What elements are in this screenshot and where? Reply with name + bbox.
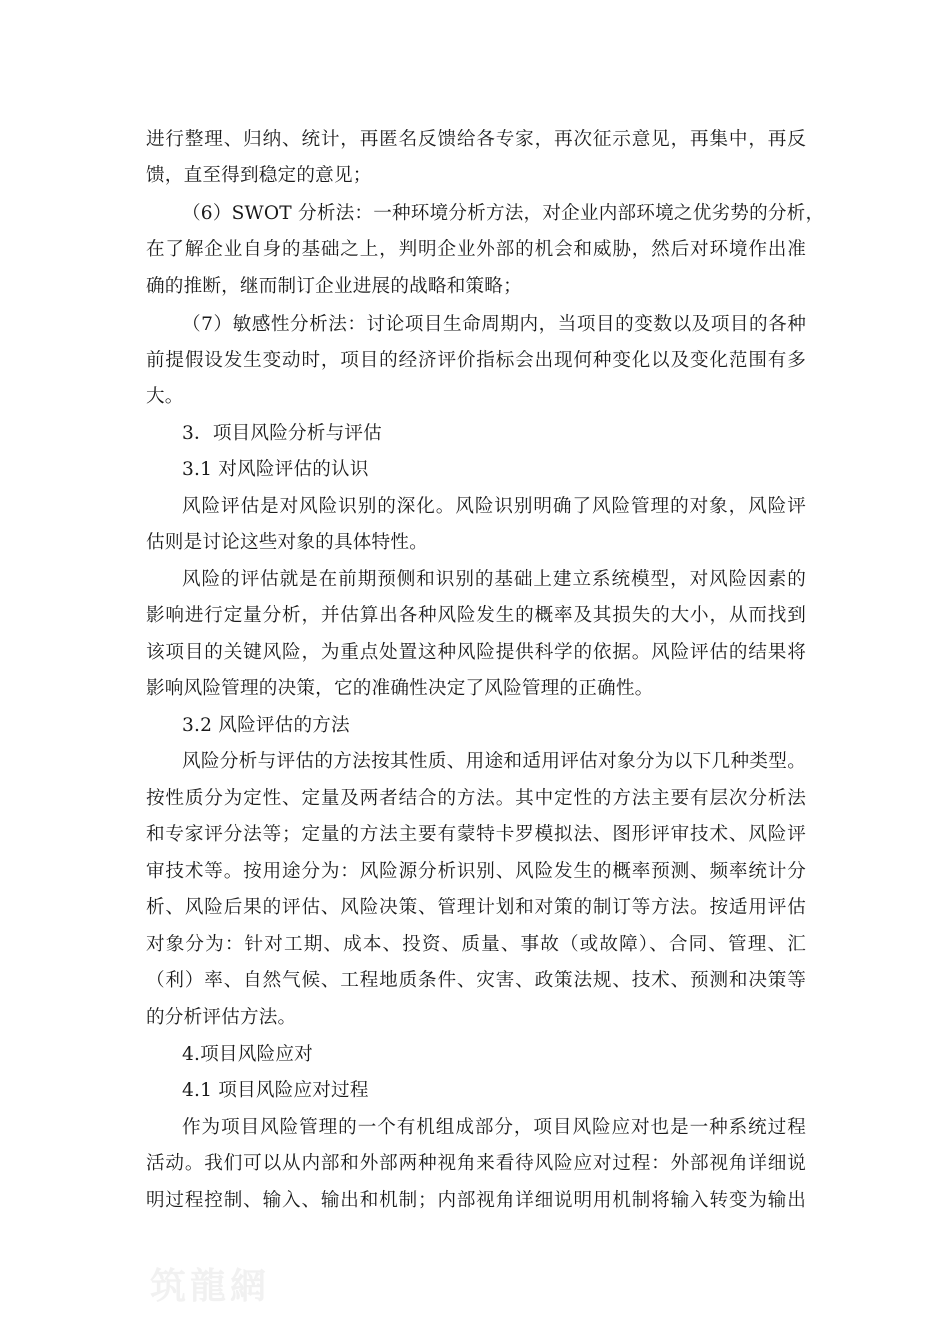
text-line: 风险评估是对风险识别的深化。风险识别明确了风险管理的对象，风险评 <box>182 496 806 517</box>
text-line: 大。 <box>146 386 184 407</box>
text-line: （7）敏感性分析法：讨论项目生命周期内，当项目的变数以及项目的各种 <box>182 314 806 335</box>
text-line: 在了解企业自身的基础之上，判明企业外部的机会和威胁，然后对环境作出准 <box>146 239 806 260</box>
text-line: 活动。我们可以从内部和外部两种视角来看待风险应对过程：外部视角详细说 <box>146 1153 806 1174</box>
text-line: 和专家评分法等；定量的方法主要有蒙特卡罗模拟法、图形评审技术、风险评 <box>146 824 806 845</box>
watermark-logo: 筑龍網 <box>150 1265 271 1307</box>
text-line: 确的推断，继而制订企业进展的战略和策略； <box>146 276 522 297</box>
text-line: 析、风险后果的评估、风险决策、管理计划和对策的制订等方法。按适用评估 <box>146 897 806 918</box>
text-line: （6）SWOT 分析法：一种环境分析方法，对企业内部环境之优劣势的分析， <box>182 203 825 224</box>
text-line: 该项目的关键风险，为重点处置这种风险提供科学的依据。风险评估的结果将 <box>146 642 806 663</box>
text-line: 按性质分为定性、定量及两者结合的方法。其中定性的方法主要有层次分析法 <box>146 788 806 809</box>
text-line: 审技术等。按用途分为：风险源分析识别、风险发生的概率预测、频率统计分 <box>146 861 806 882</box>
text-line: 对象分为：针对工期、成本、投资、质量、事故（或故障）、合同、管理、汇 <box>146 934 806 955</box>
text-line: 风险分析与评估的方法按其性质、用途和适用评估对象分为以下几种类型。 <box>182 751 806 772</box>
text-line: 风险的评估就是在前期预侧和识别的基础上建立系统模型，对风险因素的 <box>182 569 806 590</box>
section-heading: 3．项目风险分析与评估 <box>182 423 382 444</box>
text-line: 明过程控制、输入、输出和机制；内部视角详细说明用机制将输入转变为输出 <box>146 1190 806 1211</box>
text-line: 影响进行定量分析，并估算出各种风险发生的概率及其损失的大小，从而找到 <box>146 605 806 626</box>
text-line: 的分析评估方法。 <box>146 1007 297 1028</box>
subsection-heading: 3.1 对风险评估的认识 <box>182 459 369 480</box>
text-line: 估则是讨论这些对象的具体特性。 <box>146 532 428 553</box>
text-line: 作为项目风险管理的一个有机组成部分，项目风险应对也是一种系统过程 <box>182 1117 806 1138</box>
text-line: 进行整理、归纳、统计，再匿名反馈给各专家，再次征示意见，再集中，再反 <box>146 129 806 150</box>
text-line: 前提假设发生变动时，项目的经济评价指标会出现何种变化以及变化范围有多 <box>146 350 806 371</box>
text-line: 馈，直至得到稳定的意见； <box>146 165 372 186</box>
text-line: （利）率、自然气候、工程地质条件、灾害、政策法规、技术、预测和决策等 <box>146 970 806 991</box>
subsection-heading: 3.2 风险评估的方法 <box>182 715 350 736</box>
section-heading: 4.项目风险应对 <box>182 1044 313 1065</box>
subsection-heading: 4.1 项目风险应对过程 <box>182 1080 369 1101</box>
text-line: 影响风险管理的决策，它的准确性决定了风险管理的正确性。 <box>146 678 654 699</box>
